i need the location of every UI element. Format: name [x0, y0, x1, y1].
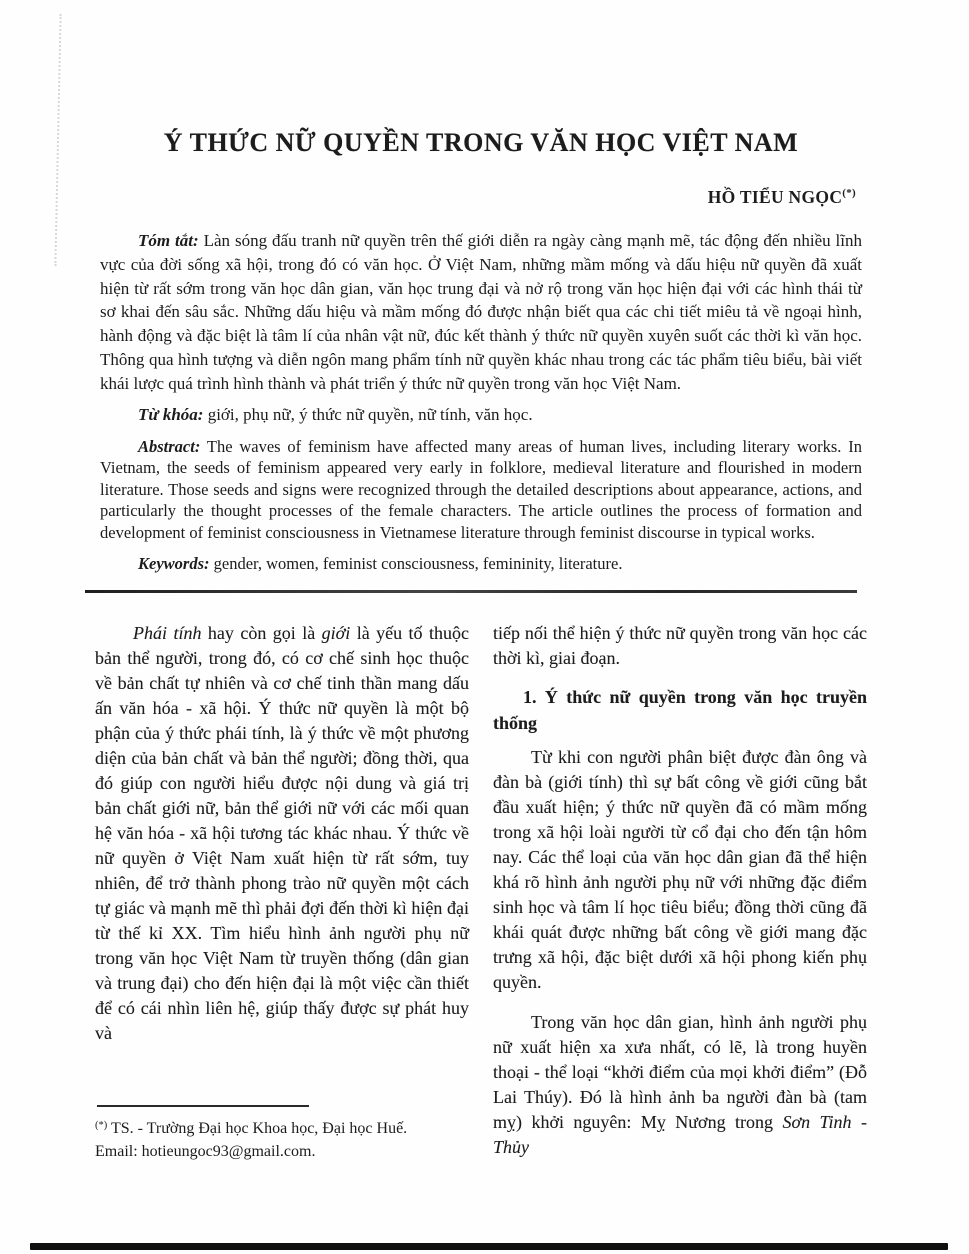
keywords-en-paragraph: [100, 553, 862, 574]
front-matter: [100, 229, 862, 574]
term-gioi: giới: [321, 623, 351, 643]
abstract-en-label: Abstract:: [138, 436, 201, 456]
section-divider-rule: [85, 590, 857, 593]
right-paragraph-1: Từ khi con người phân biệt được đàn ông và đàn bà (giới tính) thì sự bất công về giới cũng bắt đầu xuất hiện; ý thức nữ quyền đã có mầm mống trong xã hội loài người từ cổ đại cho đến tận hôm nay. Các thể loại của văn học dân gian đã thể hiện khá rõ hình ảnh người phụ nữ với những đặc điểm sinh học và tâm lí học tiêu biểu; đồng thời cũng đã khái quát được những bất công về giới mang đặc trưng xã hội, đặc biệt dưới xã hội phong kiến phụ quyền.: [493, 747, 867, 992]
footnote-text: [95, 1114, 495, 1163]
abstract-en-text: The waves of feminism have affected many areas of human lives, including literary works. In Vietnam, the seeds of feminism appeared very early in folklore, medieval literature and flourished in modern literature. Those seeds and signs were recognized through the detailed descriptions about appearance, actions, and particularly the thought processes of the female characters. The article outlines the process of formation and development of feminist consciousness in Vietnamese literature through feminist discourse in typical works.: [100, 436, 862, 542]
abstract-vi-label: Tóm tắt:: [138, 231, 199, 250]
right-column: [493, 621, 867, 1160]
left-paragraph-1: [95, 621, 469, 1046]
keywords-en-label: Keywords:: [138, 553, 210, 573]
footnote-block: [95, 1105, 495, 1163]
right-paragraph-2-text: Trong văn học dân gian, hình ảnh người phụ nữ xuất hiện xa xưa nhất, có lẽ, là trong huyền thoại - thể loại “khởi điểm của mọi khởi điểm” (Đỗ Lai Thúy). Đó là hình ảnh ba người đàn bà (tam mỵ) khởi nguyên: Mỵ Nương trong: [493, 1012, 867, 1132]
left-paragraph-1-seg2: hay còn gọi là: [201, 623, 322, 643]
right-paragraph-continuation: tiếp nối thể hiện ý thức nữ quyền trong văn học các thời kì, giai đoạn.: [493, 623, 867, 668]
page-title: Ý THỨC NỮ QUYỀN TRONG VĂN HỌC VIỆT NAM: [163, 128, 799, 157]
abstract-en-paragraph: [100, 436, 862, 544]
scan-bottom-bar-artifact: [30, 1243, 948, 1250]
author-name: HỒ TIỂU NGỌC: [707, 187, 843, 207]
abstract-vi-text: Làn sóng đấu tranh nữ quyền trên thế giới diễn ra ngày càng mạnh mẽ, tác động đến nhiều lĩnh vực của đời sống xã hội, trong đó có văn học. Ở Việt Nam, những mầm mống và dấu hiệu nữ quyền đã xuất hiện từ rất sớm trong văn học dân gian, văn học trung đại và nở rộ trong văn học hiện đại với các hình thái từ sơ khai đến sâu sắc. Những dấu hiệu và mầm mống đó được nhận biết qua các chi tiết miêu tả về ngoại hình, hành động và đặc biệt là tâm lí của nhân vật nữ, đúc kết thành ý thức nữ quyền xuyên suốt các thời kì văn học. Thông qua hình tượng và diễn ngôn mang phẩm tính nữ quyền khác nhau trong các tác phẩm tiêu biểu, bài viết khái lược quá trình hình thành và phát triển ý thức nữ quyền trong văn học Việt Nam.: [100, 231, 863, 393]
section-heading-1: 1. Ý thức nữ quyền trong văn học truyền thống: [493, 687, 867, 733]
left-paragraph-1-seg3: là yếu tố thuộc bản thể người, trong đó, có cơ chế sinh học thuộc về bản chất tự nhiên và cơ chế tinh thần mang dấu ấn văn hóa - xã hội. Ý thức nữ quyền là một bộ phận của ý thức phái tính, là ý thức về một phương diện của bản chất và bản thể người; đồng thời, qua đó giúp con người hiểu được nội dung và giá trị bản chất giới nữ, bản thể giới nữ với các mối quan hệ văn hóa - xã hội tương tác khác nhau. Ý thức về nữ quyền ở Việt Nam xuất hiện từ rất sớm, tuy nhiên, để trở thành phong trào nữ quyền một cách tự giác và mạnh mẽ thì phải đợi đến thời kì hiện đại từ thế kỉ XX. Tìm hiểu hình ảnh người phụ nữ trong văn học Việt Nam từ truyền thống (dân gian và trung đại) cho đến hiện đại là một việc cần thiết để có cái nhìn liên hệ, giúp thấy được sự phát huy và: [95, 623, 469, 1043]
footnote-rule: [97, 1105, 309, 1107]
keywords-vi-paragraph: [100, 403, 862, 426]
abstract-vi-paragraph: [100, 229, 862, 396]
scan-gutter-artifact: [54, 14, 61, 266]
keywords-en-text: gender, women, feminist consciousness, femininity, literature.: [209, 553, 623, 573]
footnote-affiliation: TS. - Trường Đại học Khoa học, Đại học Huế.: [107, 1120, 408, 1137]
keywords-vi-label: Từ khóa:: [138, 404, 204, 424]
author-line: [100, 187, 856, 208]
left-column: [95, 621, 469, 1160]
term-phai-tinh: Phái tính: [133, 623, 202, 643]
right-paragraph-2: [493, 1010, 867, 1160]
body-columns: [95, 621, 867, 1160]
work-title-son-tinh-thuy: Sơn Tinh - Thủy: [493, 1112, 868, 1157]
footnote-email: Email: hotieungoc93@gmail.com.: [95, 1143, 316, 1160]
footnote-marker: (*): [95, 1120, 108, 1131]
author-footnote-marker: (*): [842, 187, 856, 200]
keywords-vi-text: giới, phụ nữ, ý thức nữ quyền, nữ tính, văn học.: [203, 404, 533, 424]
